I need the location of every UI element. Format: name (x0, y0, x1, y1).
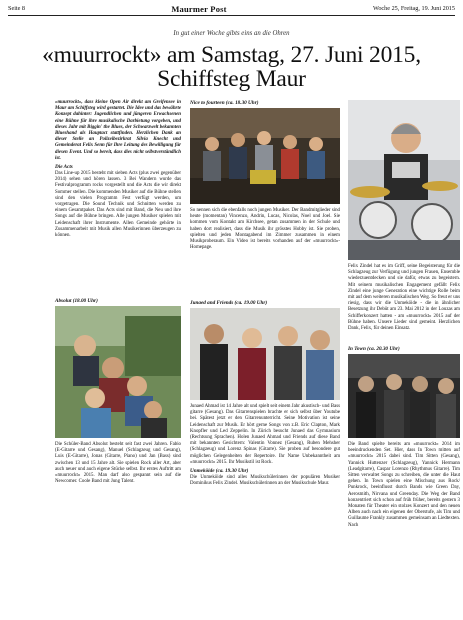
page-header (8, 2, 455, 16)
body-paragraph: Felix Zindel hat es im Griff, seine Begeisterung für die Schlagzeug zur Verfügung und jungen Frauen, Ensemble wiederzuentdecken und sie dafür, etwas zu begeistern. Mit seinem musikalischen Engagement gefällt Felix Zindel eine junge Generation eine wichtige Rolle beim mit auf dem weiteren musikalischen Weg. So freut er uns riesig, dass wir die Unmeköide - die in ähnlicher Besetzung ihr Debüt am 23. Mai 2012 in der Louzas am Schifferkonzert hatten - am «muurrockt» 2015 auf der Bühne haben. Unsere Lieder sind gemeint. Herzlichen Dank, Felix, für deinen Einsatz. (348, 264, 460, 332)
lead-paragraph: «muurrockt», dass kleine Open Air direkt am Greifensee in Maur am Schiffsteg wird gestartet. Die Idee und das bewährte Konzept dahinter: Jugendlichen und jüngeren Erwachsenen eine Bühne für ihre musikalische Darbietung vorgeben, und dieses Jahr mit Biggin' the Blues, der Schwarzwelt bekannten Blueshand als Hauptact stattfinden. Herzlichen Dank an dieser Stelle an Polizeibezirkrat Silvia Knecht und Gemeinderat Felix Senn für Ihre Leitung des Bewilligung für diesen Event. Und so bereit, dass dies nicht selbstverständlich ist. (55, 100, 181, 161)
headline: «muurrockt» am Samstag, 27. Juni 2015, Schiffsteg Maur (42, 42, 421, 92)
photo-drummer (348, 100, 460, 260)
page-number: Seite 8 (8, 5, 26, 12)
column-1 (55, 100, 181, 241)
column-1-lower (55, 442, 181, 487)
column-3 (348, 264, 460, 334)
body-paragraph: Die Schüler-Band Absolut besteht seit fast zwei Jahren. Fabio (E-Gitarre und Gesang), Manuel (Schlagzeug und Gesang), Luis (E-Gitarre), Jonas (Gitarre, Piano) und Jan (Bass) sind zwischen 13 und 15 Jahre alt. Sie spielen Rock aller Art, aber auch neuer und auch eigene Stücke selbst. Ihr erstes Auftritt am «muurrockt» 2015. Man darf also gespannt sein auf die Newcomer. Coole Band mit Jung Talent. (55, 442, 181, 485)
issue-line: Woche 25, Freitag, 19. Juni 2015 (373, 5, 455, 12)
caption-absolut: Absolut (18.00 Uhr) (55, 298, 98, 304)
caption-in-town: In Town (ca. 20.30 Uhr) (348, 346, 400, 352)
body-paragraph: Junaed Ahmad ist 14 Jahre alt und spielt seit einem Jahr akustisch- und Bass gitarre (Gesang). Das Gitarrenspielen brachte er sich selbst über Youtube bei. Spätest jetzt er den Gitarrenunterricht. Seine Motivation ist seine Leidenschaft zur Musik. Er hört gerne Songs von z.B. Eric Clapton, Mark Knopfler und Led Zeppelin. In Zürich besucht Junaed das Gymnasium (Rechtsung Sprachen). Holen Junaed Ahmad und Friends auf diese Band mit bekannten Gesichtern: Valentin Vonnez (Gesang), Ruben Mehsher (Schlagzeug) und Lorenz Spinas (Gitarre). Sie proben auf besondere gut möglichen Gelegenheiten der Repertoire. Ihr Name Unbekanntheit am «muurrockt» 2015. Ihr Musikstil ist Rock. (190, 404, 340, 465)
caption-nice-to-fourteen: Nice to fourteen (ca. 18.30 Uhr) (190, 100, 259, 106)
masthead: Maurmer Post (171, 3, 227, 14)
column-2-lower (190, 404, 340, 489)
column-3-lower (348, 442, 460, 531)
caption-junaed: Junaed and Friends (ca. 19.00 Uhr) (190, 300, 268, 306)
photo-junaed-and-friends (190, 308, 340, 400)
subheading-unmekoide: Unmeköide (ca. 19.30 Uhr) (190, 468, 249, 475)
subheading-acts: Die Acts (55, 164, 73, 171)
column-2 (190, 208, 340, 253)
body-paragraph: Das Line-up 2015 besteht mit sieben Acts (plus zwei gegenüber 2014) sehen und hören lassen. 3 Bei Wandern wurde das Festivalprogramm rocks vorgestellt und die Acts die wir direkt Sommer stellen. Die kommenden Musiker auf die Bühne stellen sind den vielen Programm Fest verfügt werden, um vorgetragen. Die Sound Technik und Schnitten werden zu einem Gesamtpaket. Das Acts sind mit Band, die Neu und ihre Songs auf die Bühne bringen. Alle jungen Musiker spielen mit Leidenschaft ihrer Instrumente. Allen Gemeinde gehörte in Zusammenarbeit mit Musik allen Musikerinnen überzeugen zu können. (55, 171, 181, 239)
photo-absolut (55, 306, 181, 438)
kicker: In gut einer Woche gibts eins an die Ohren (173, 30, 290, 37)
body-paragraph: Die Unmeköide sind alles Musikschülerinnen der populären Musiker Dominikus Felix Zindel. Musikschülerinnen an der Musikschule Maur. (190, 475, 340, 487)
body-paragraph: So nennen sich die ebenfalls noch jungen Musiker. Der Bandmitglieder sind heute (momentan) Vincenzo, Andrin, Lucas, Nicolas, Noel und Joel. Sie kommen vom Kontakt am Kirchsee, getan zusammen in der Schule und haben dort realisiert, dass die Musik ihr grösstes Hobby ist. Sie proben, spielten und jeden Montagabend im Zimmer zusammen in einem Musikproberaum. Ein Video ist bereits vorhanden auf der «muurrockt»-Homepage. (190, 208, 340, 251)
body-paragraph: Die Band spielte bereits am «muurrockt» 2014 im beeindruckenden Set. Hier, dass In Town mitten auf «muurrockt» 2015 dabei sind. Tim Sitten (Gesang), Yannick Huttenzer (Schlagzeug), Yannick Hermann (Leadgitarre), Caspar Lorenzo (Rhythmus Gitarre). Tim Sitten verwaltet Songs zu schreiben, die unter die Haut gehen. In Town spielen eine Mischung aus Rock/ Punkrock, beeinflusst durch Bands wie Green Day, Aerosmith, Nirvana und Greenday. Die Weg der Band konzentriert sich schon auf früh früher, bereits gestern 3 Monaten für Theater ein stolzes Konzert und den neuen Alben auch nach ein eigenen der Oberstufe, als Tim und Guillaume Frankly zusammen gemeinsam an Liedtexten. Nach (348, 442, 460, 528)
photo-nice-to-fourteen (190, 108, 340, 204)
photo-in-town (348, 354, 460, 438)
